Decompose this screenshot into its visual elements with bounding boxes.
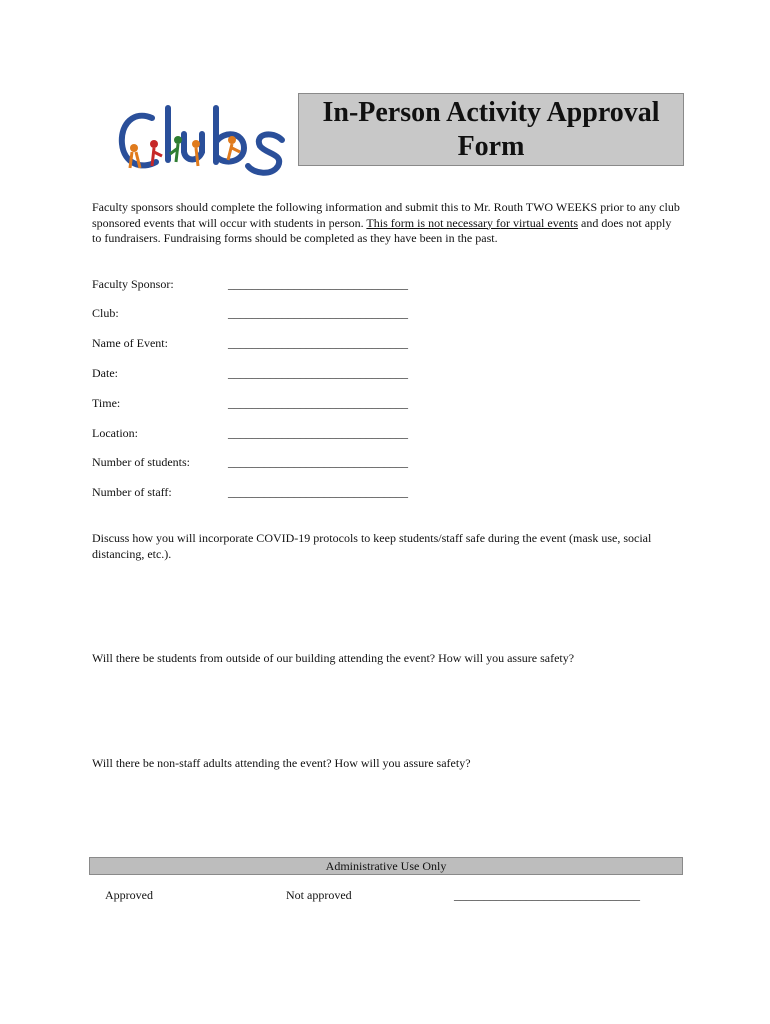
question-covid-protocols: Discuss how you will incorporate COVID-19 protocols to keep students/staff safe during the event (mask use, social distancing, etc.).: [92, 531, 652, 561]
intro-paragraph: [92, 200, 682, 247]
field-blank-line[interactable]: ______________________________: [228, 396, 408, 410]
field-number-of-staff[interactable]: [92, 485, 452, 503]
field-name-of-event[interactable]: [92, 336, 452, 354]
intro-text-part1: Faculty sponsors should complete the following information and submit this to Mr. Routh TWO WEEKS prior to any club sponsored events that will occur with students in person.: [92, 200, 680, 230]
question-non-staff-adults: Will there be non-staff adults attending the event? How will you assure safety?: [92, 756, 471, 770]
field-label: Date:: [92, 366, 118, 380]
signature-line[interactable]: _______________________________: [454, 888, 640, 902]
field-label: Number of staff:: [92, 485, 172, 499]
field-blank-line[interactable]: ______________________________: [228, 336, 408, 350]
field-label: Location:: [92, 426, 138, 440]
field-blank-line[interactable]: ______________________________: [228, 366, 408, 380]
intro-text-part2: and does not apply to fundraisers. Fundraising forms should be completed as they have been in the past.: [92, 215, 672, 245]
form-title-line1: In-Person Activity Approval: [322, 96, 660, 128]
question-outside-students: Will there be students from outside of our building attending the event? How will you assure safety?: [92, 651, 575, 665]
field-number-of-students[interactable]: [92, 455, 452, 473]
approved-option[interactable]: Approved: [105, 888, 153, 902]
field-label: Faculty Sponsor:: [92, 277, 174, 291]
field-blank-line[interactable]: ______________________________: [228, 426, 408, 440]
field-blank-line[interactable]: ______________________________: [228, 277, 408, 291]
field-location[interactable]: [92, 426, 452, 444]
field-label: Name of Event:: [92, 336, 168, 350]
field-label: Time:: [92, 396, 121, 410]
field-blank-line[interactable]: ______________________________: [228, 306, 408, 320]
field-label: Number of students:: [92, 455, 190, 469]
field-date[interactable]: [92, 366, 452, 384]
field-club[interactable]: [92, 306, 452, 324]
field-blank-line[interactable]: ______________________________: [228, 455, 408, 469]
field-faculty-sponsor[interactable]: [92, 277, 452, 295]
field-blank-line[interactable]: ______________________________: [228, 485, 408, 499]
intro-text-underlined: This form is not necessary for virtual events: [366, 215, 579, 230]
form-title-box: [298, 93, 684, 166]
not-approved-option[interactable]: Not approved: [286, 888, 352, 902]
field-time[interactable]: [92, 396, 452, 414]
form-title-line2: Form: [457, 130, 525, 162]
field-label: Club:: [92, 306, 119, 320]
admin-use-header: Administrative Use Only: [89, 857, 683, 875]
clubs-logo: [112, 96, 292, 186]
